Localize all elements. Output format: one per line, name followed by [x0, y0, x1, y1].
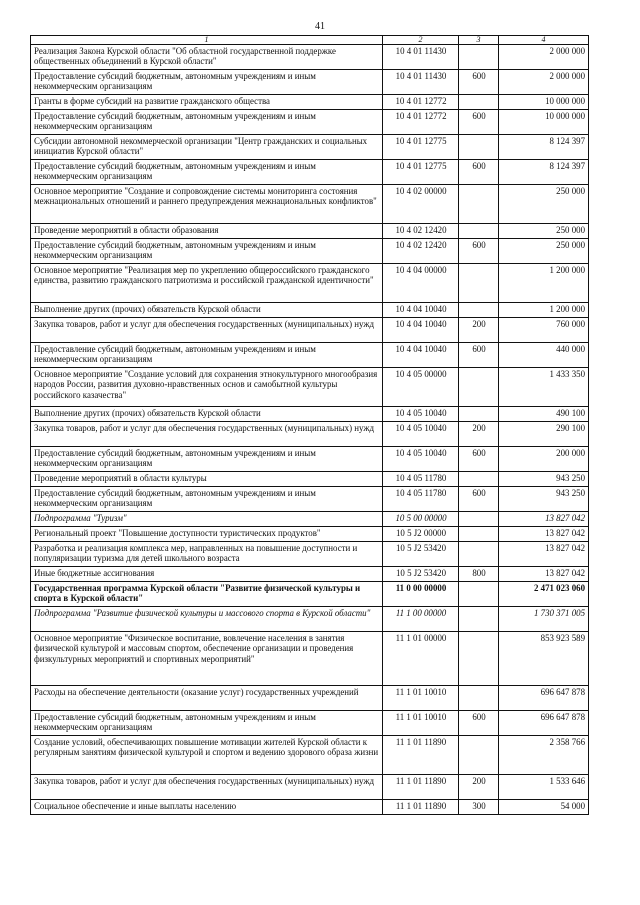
table-row: [31, 239, 589, 264]
row-amount: 54 000: [499, 800, 589, 815]
row-amount: 250 000: [499, 185, 589, 224]
row-amount: 853 923 589: [499, 632, 589, 686]
row-name: Гранты в форме субсидий на развитие гражданского общества: [31, 95, 383, 110]
row-kvr: 600: [459, 110, 499, 135]
row-amount: 1 730 371 005: [499, 607, 589, 632]
row-amount: 10 000 000: [499, 95, 589, 110]
table-row: [31, 567, 589, 582]
row-amount: 1 533 646: [499, 775, 589, 800]
row-kvr: 600: [459, 239, 499, 264]
row-kvr: 600: [459, 487, 499, 512]
row-amount: 1 200 000: [499, 303, 589, 318]
row-amount: 200 000: [499, 447, 589, 472]
table-body: [31, 45, 589, 815]
row-code: 10 4 02 12420: [383, 224, 459, 239]
table-row: [31, 447, 589, 472]
row-kvr: [459, 135, 499, 160]
row-amount: 2 471 023 060: [499, 582, 589, 607]
row-name: Проведение мероприятий в области культуры: [31, 472, 383, 487]
table-row: [31, 582, 589, 607]
row-code: 11 1 01 10010: [383, 686, 459, 711]
row-name: Социальное обеспечение и иные выплаты населению: [31, 800, 383, 815]
row-amount: 8 124 397: [499, 135, 589, 160]
row-code: 10 4 04 10040: [383, 303, 459, 318]
row-code: 10 4 01 12775: [383, 160, 459, 185]
table-row: [31, 185, 589, 224]
page-number: 41: [315, 21, 325, 32]
row-kvr: [459, 582, 499, 607]
table-row: [31, 70, 589, 95]
row-amount: 2 000 000: [499, 70, 589, 95]
header-col-2: 2: [383, 36, 459, 45]
row-code: 11 1 00 00000: [383, 607, 459, 632]
row-kvr: [459, 632, 499, 686]
row-name: Проведение мероприятий в области образования: [31, 224, 383, 239]
row-kvr: 300: [459, 800, 499, 815]
row-amount: 1 200 000: [499, 264, 589, 303]
row-kvr: [459, 368, 499, 407]
row-amount: 943 250: [499, 472, 589, 487]
table-row: [31, 472, 589, 487]
row-kvr: [459, 736, 499, 775]
row-name: Реализация Закона Курской области "Об областной государственной поддержке общественных объединений в Курской области": [31, 45, 383, 70]
row-amount: 1 433 350: [499, 368, 589, 407]
row-name: Основное мероприятие "Создание условий для сохранения этнокультурного многообразия народов России, развития духовно-нравственных основ и самобытной культуры российского казачества": [31, 368, 383, 407]
table-row: [31, 686, 589, 711]
row-code: 10 4 01 12772: [383, 110, 459, 135]
row-kvr: 600: [459, 711, 499, 736]
row-kvr: [459, 686, 499, 711]
row-amount: 696 647 878: [499, 686, 589, 711]
row-code: 10 4 05 10040: [383, 447, 459, 472]
row-amount: 943 250: [499, 487, 589, 512]
table-row: [31, 224, 589, 239]
row-kvr: 200: [459, 775, 499, 800]
row-name: Субсидии автономной некоммерческой организации "Центр гражданских и социальных инициатив Курской области": [31, 135, 383, 160]
row-name: Предоставление субсидий бюджетным, автономным учреждениям и иным некоммерческим организациям: [31, 70, 383, 95]
row-kvr: 600: [459, 160, 499, 185]
row-code: 11 0 00 00000: [383, 582, 459, 607]
row-code: 10 4 02 12420: [383, 239, 459, 264]
row-name: Создание условий, обеспечивающих повышение мотивации жителей Курской области к регулярным занятиям физической культурой и спортом и ведению здорового образа жизни: [31, 736, 383, 775]
row-name: Предоставление субсидий бюджетным, автономным учреждениям и иным некоммерческим организациям: [31, 487, 383, 512]
row-kvr: 600: [459, 447, 499, 472]
row-code: 10 4 05 11780: [383, 487, 459, 512]
row-code: 10 4 05 00000: [383, 368, 459, 407]
row-amount: 490 100: [499, 407, 589, 422]
table-row: [31, 736, 589, 775]
row-amount: 2 000 000: [499, 45, 589, 70]
row-code: 10 5 J2 00000: [383, 527, 459, 542]
row-kvr: 600: [459, 70, 499, 95]
row-code: 10 4 01 12772: [383, 95, 459, 110]
header-col-1: 1: [31, 36, 383, 45]
table-row: [31, 407, 589, 422]
row-name: Предоставление субсидий бюджетным, автономным учреждениям и иным некоммерческим организациям: [31, 160, 383, 185]
table-row: [31, 95, 589, 110]
row-code: 10 4 05 10040: [383, 422, 459, 447]
table-row: [31, 632, 589, 686]
row-code: 10 4 04 10040: [383, 318, 459, 343]
row-amount: 13 827 042: [499, 527, 589, 542]
row-amount: 13 827 042: [499, 567, 589, 582]
row-code: 10 5 J2 53420: [383, 567, 459, 582]
table-row: [31, 110, 589, 135]
row-code: 10 5 J2 53420: [383, 542, 459, 567]
row-name: Разработка и реализация комплекса мер, направленных на повышение доступности и популяризации туризма для детей школьного возраста: [31, 542, 383, 567]
row-code: 10 4 05 10040: [383, 407, 459, 422]
row-amount: 250 000: [499, 239, 589, 264]
row-amount: 440 000: [499, 343, 589, 368]
row-code: 11 1 01 00000: [383, 632, 459, 686]
row-code: 11 1 01 11890: [383, 775, 459, 800]
row-name: Закупка товаров, работ и услуг для обеспечения государственных (муниципальных) нужд: [31, 775, 383, 800]
row-kvr: 200: [459, 422, 499, 447]
table-row: [31, 527, 589, 542]
row-kvr: [459, 224, 499, 239]
row-kvr: [459, 407, 499, 422]
row-name: Закупка товаров, работ и услуг для обеспечения государственных (муниципальных) нужд: [31, 422, 383, 447]
table-row: [31, 45, 589, 70]
header-col-3: 3: [459, 36, 499, 45]
row-kvr: [459, 95, 499, 110]
table-row: [31, 487, 589, 512]
row-code: 10 4 01 11430: [383, 45, 459, 70]
row-code: 10 4 04 00000: [383, 264, 459, 303]
table-row: [31, 542, 589, 567]
row-name: Выполнение других (прочих) обязательств Курской области: [31, 303, 383, 318]
row-amount: 13 827 042: [499, 512, 589, 527]
row-kvr: [459, 264, 499, 303]
row-kvr: [459, 185, 499, 224]
row-name: Закупка товаров, работ и услуг для обеспечения государственных (муниципальных) нужд: [31, 318, 383, 343]
row-kvr: 200: [459, 318, 499, 343]
row-kvr: [459, 607, 499, 632]
table-row: [31, 775, 589, 800]
row-name: Основное мероприятие "Физическое воспитание, вовлечение населения в занятия физической культурой и массовым спортом, обеспечение организации и проведения физкультурных мероприятий и спортивных мероприятий": [31, 632, 383, 686]
table-row: [31, 512, 589, 527]
row-name: Государственная программа Курской области "Развитие физической культуры и спорта в Курской области": [31, 582, 383, 607]
table-row: [31, 264, 589, 303]
row-amount: 8 124 397: [499, 160, 589, 185]
row-name: Подпрограмма "Развитие физической культуры и массового спорта в Курской области": [31, 607, 383, 632]
row-code: 10 5 00 00000: [383, 512, 459, 527]
row-code: 10 4 04 10040: [383, 343, 459, 368]
row-name: Предоставление субсидий бюджетным, автономным учреждениям и иным некоммерческим организациям: [31, 239, 383, 264]
row-name: Предоставление субсидий бюджетным, автономным учреждениям и иным некоммерческим организациям: [31, 447, 383, 472]
header-col-4: 4: [499, 36, 589, 45]
table-row: [31, 135, 589, 160]
row-kvr: [459, 542, 499, 567]
row-amount: 250 000: [499, 224, 589, 239]
row-kvr: [459, 472, 499, 487]
table-row: [31, 711, 589, 736]
row-name: Расходы на обеспечение деятельности (оказание услуг) государственных учреждений: [31, 686, 383, 711]
row-kvr: [459, 527, 499, 542]
row-name: Предоставление субсидий бюджетным, автономным учреждениям и иным некоммерческим организациям: [31, 711, 383, 736]
row-code: 11 1 01 10010: [383, 711, 459, 736]
row-name: Основное мероприятие "Реализация мер по укреплению общероссийского гражданского единства, развитию гражданского патриотизма и российской гражданской идентичности": [31, 264, 383, 303]
row-kvr: [459, 512, 499, 527]
budget-table: [30, 35, 589, 815]
row-kvr: 600: [459, 343, 499, 368]
row-amount: 2 358 766: [499, 736, 589, 775]
row-kvr: [459, 303, 499, 318]
row-name: Предоставление субсидий бюджетным, автономным учреждениям и иным некоммерческим организациям: [31, 110, 383, 135]
table-header: [31, 36, 589, 45]
row-code: 10 4 01 11430: [383, 70, 459, 95]
row-name: Региональный проект "Повышение доступности туристических продуктов": [31, 527, 383, 542]
table-row: [31, 318, 589, 343]
row-code: 11 1 01 11890: [383, 736, 459, 775]
row-kvr: 800: [459, 567, 499, 582]
row-amount: 10 000 000: [499, 110, 589, 135]
row-kvr: [459, 45, 499, 70]
row-code: 10 4 02 00000: [383, 185, 459, 224]
row-amount: 696 647 878: [499, 711, 589, 736]
table-row: [31, 422, 589, 447]
row-amount: 13 827 042: [499, 542, 589, 567]
row-name: Основное мероприятие "Создание и сопровождение системы мониторинга состояния межнациональных отношений и раннего предупреждения межнациональных конфликтов": [31, 185, 383, 224]
table-row: [31, 607, 589, 632]
table-row: [31, 800, 589, 815]
table-row: [31, 368, 589, 407]
row-name: Подпрограмма "Туризм": [31, 512, 383, 527]
row-amount: 760 000: [499, 318, 589, 343]
row-amount: 290 100: [499, 422, 589, 447]
row-name: Иные бюджетные ассигнования: [31, 567, 383, 582]
table-row: [31, 303, 589, 318]
row-name: Выполнение других (прочих) обязательств Курской области: [31, 407, 383, 422]
row-code: 10 4 01 12775: [383, 135, 459, 160]
table-row: [31, 160, 589, 185]
row-code: 10 4 05 11780: [383, 472, 459, 487]
row-code: 11 1 01 11890: [383, 800, 459, 815]
header-row: [31, 36, 589, 45]
table-row: [31, 343, 589, 368]
row-name: Предоставление субсидий бюджетным, автономным учреждениям и иным некоммерческим организациям: [31, 343, 383, 368]
